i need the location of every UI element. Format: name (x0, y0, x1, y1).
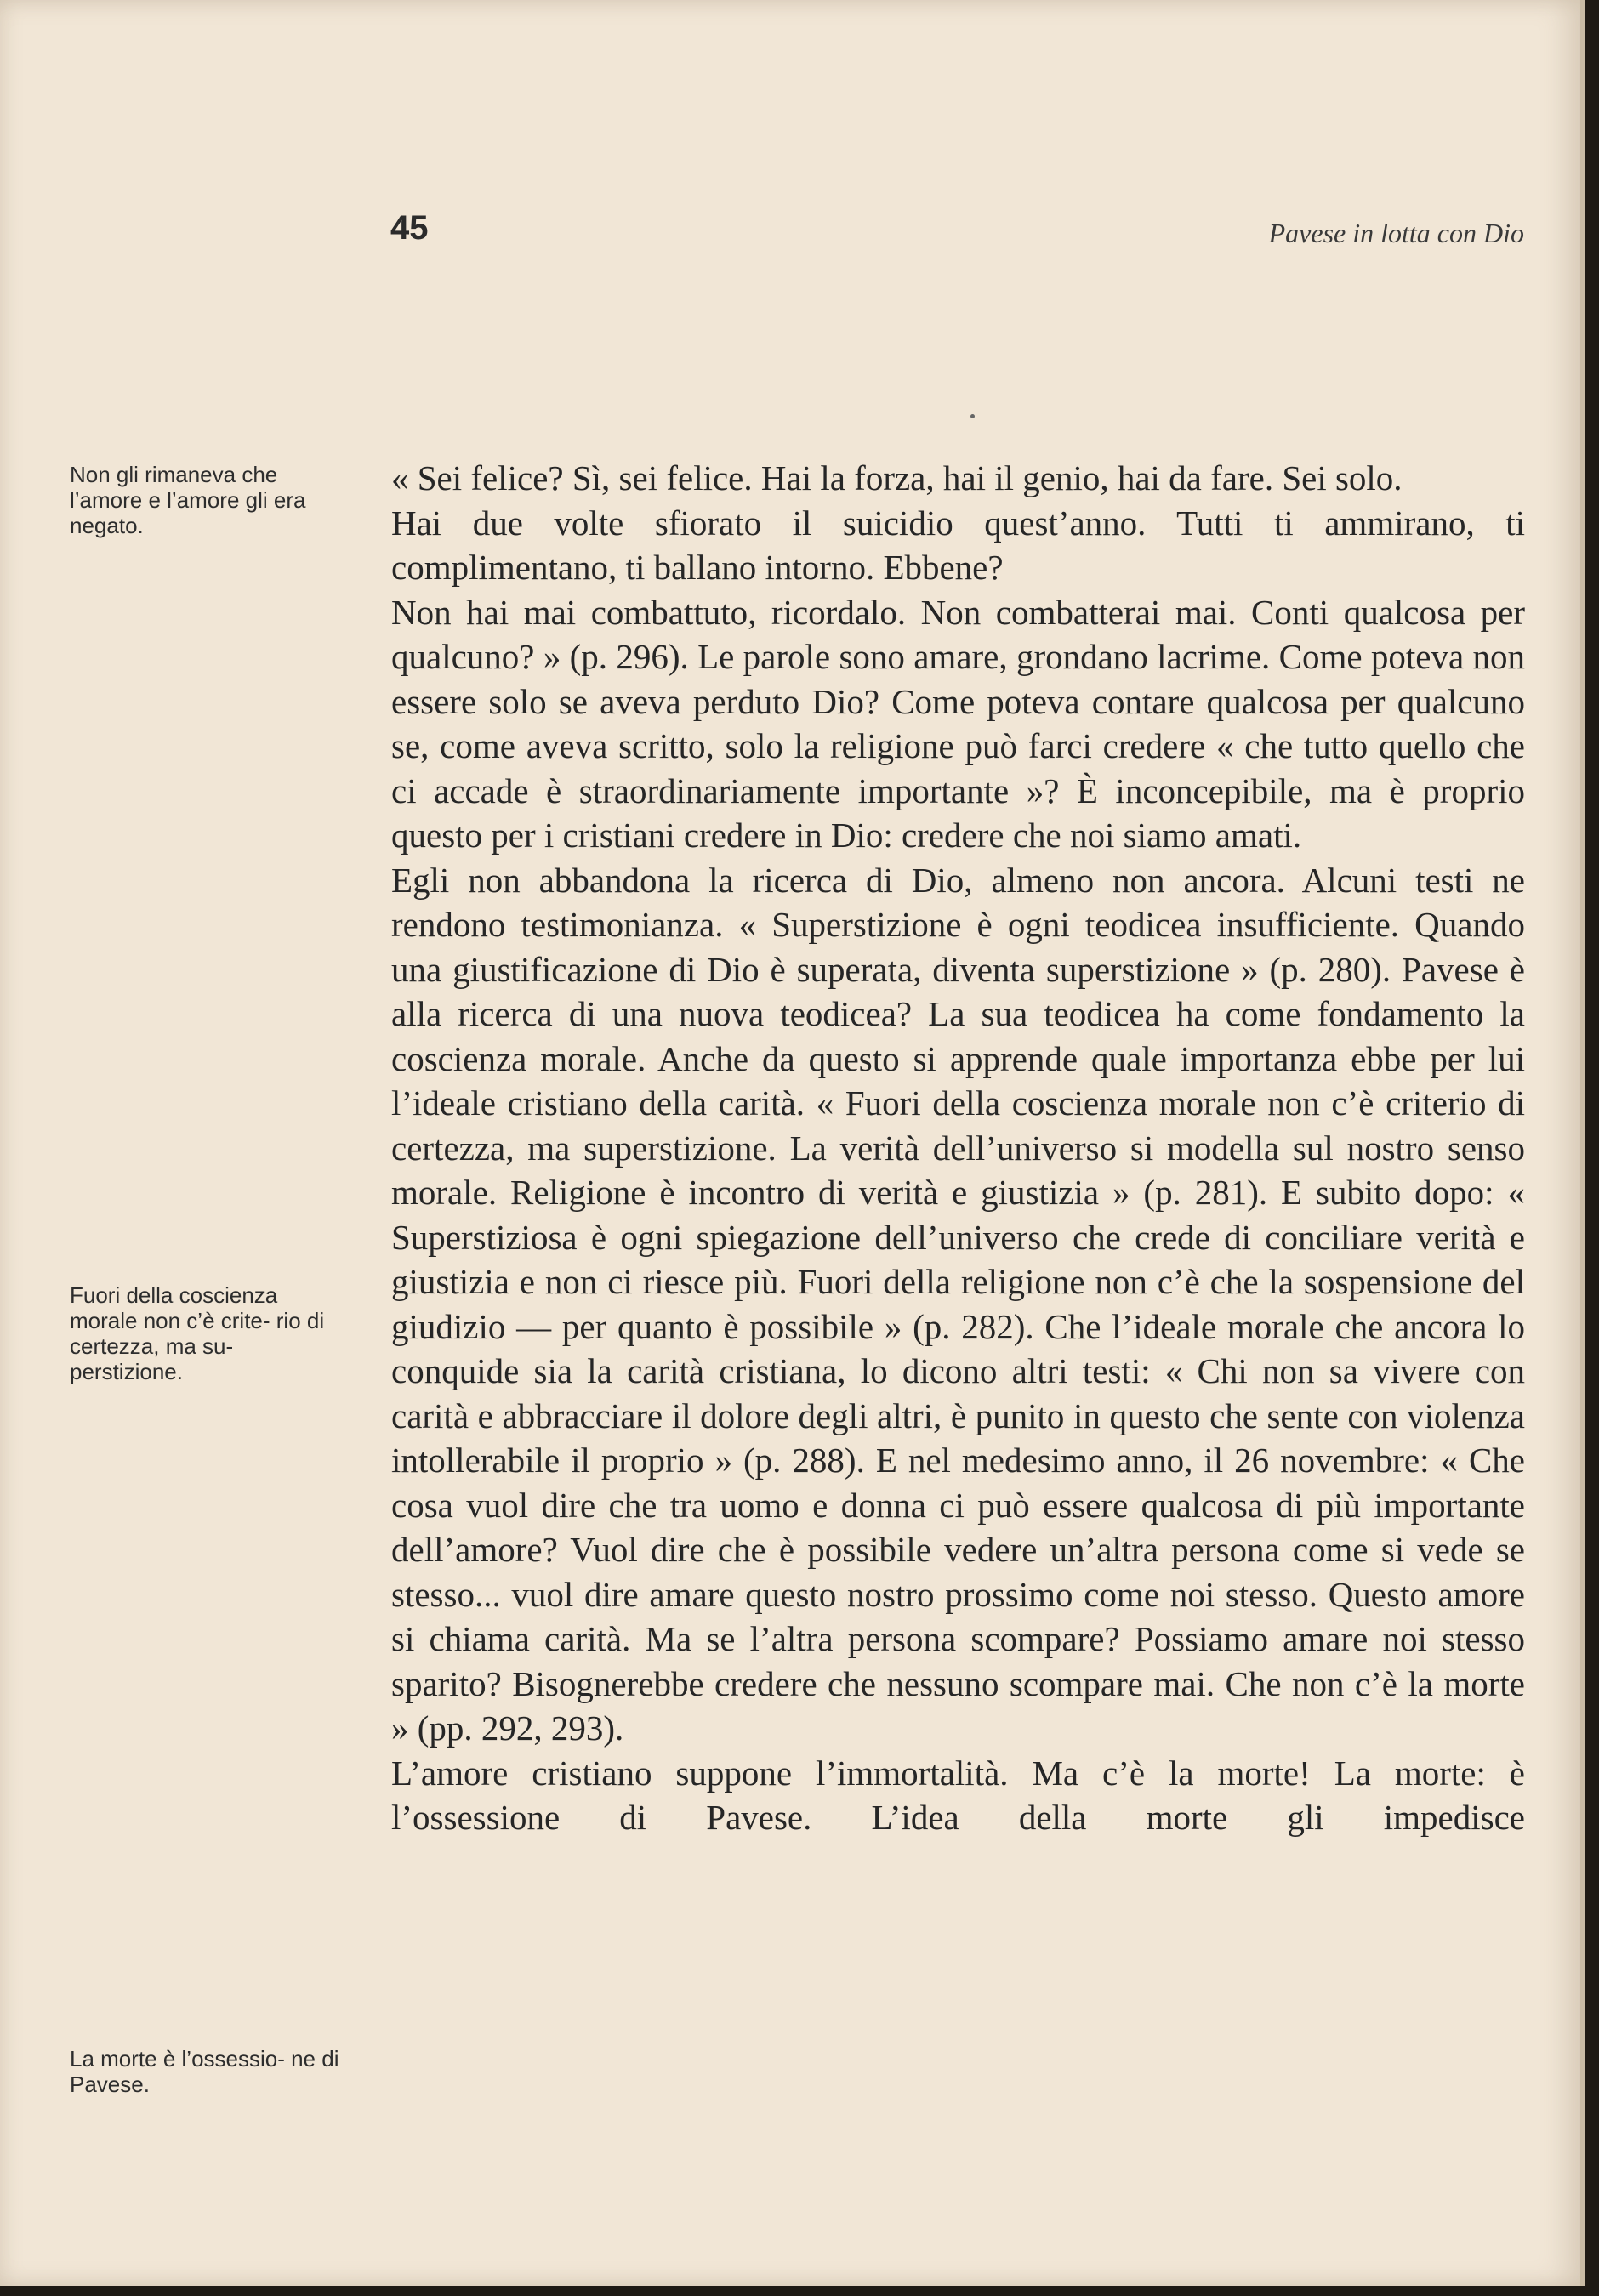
margin-note: La morte è l’ossessio- ne di Pavese. (70, 2046, 339, 2097)
paragraph: L’amore cristiano suppone l’immortalità. Ma c’è la morte! La morte: è l’ossessione di Pavese. L’idea della morte gli impedisce (391, 1753, 1525, 1837)
page-number: 45 (390, 209, 429, 247)
margin-note: Non gli rimaneva che l’amore e l’amore gli era negato. (70, 462, 306, 538)
paragraph: Non hai mai combattuto, ricordalo. Non combatterai mai. Conti qualcosa per qualcuno? » (p. 296). Le parole sono amare, grondano lacrime. Come poteva non essere solo se aveva perduto Dio? Come poteva contare qualcosa per qualcuno se, come aveva scritto, solo la religione può farci credere « che tutto quello che ci accade è straordinariamente importante »? È inconcepibile, ma è proprio questo per i cristiani credere in Dio: credere che noi siamo amati. (391, 592, 1525, 855)
paragraph: Egli non abbandona la ricerca di Dio, almeno non ancora. Alcuni testi ne rendono testimonianza. « Superstizione è ogni teodicea insufficiente. Quando una giustificazione di Dio è superata, diventa superstizione » (p. 280). Pavese è alla ricerca di una nuova teodicea? La sua teodicea ha come fondamento la coscienza morale. Anche da questo si apprende quale importanza ebbe per lui l’ideale cristiano della carità. « Fuori della coscienza morale non c’è criterio di certezza, ma superstizione. La verità dell’universo si modella sul nostro senso morale. Religione è incontro di verità e giustizia » (p. 281). E subito dopo: « Superstiziosa è ogni spiegazione dell’universo che crede di conciliare verità e giustizia e non ci riesce più. Fuori della religione non c’è che la sospensione del giudizio — per quanto è possibile » (p. 282). Che l’ideale morale che ancora lo conquide sia la carità cristiana, lo dicono altri testi: « Chi non sa vivere con carità e abbracciare il dolore degli altri, è punito in questo che sente con violenza intollerabile il proprio » (p. 288). E nel medesimo anno, il 26 novembre: « Che cosa vuol dire che tra uomo e donna ci può essere qualcosa di più importante dell’amore? Vuol dire che è possibile vedere un’altra persona come si vede se stesso... vuol dire amare questo nostro prossimo come noi stesso. Questo amore si chiama carità. Ma se l’altra persona scompare? Possiamo amare noi stesso sparito? Bisognerebbe credere che nessuno scompare mai. Che non c’è la morte » (pp. 292, 293). (391, 860, 1525, 1748)
ink-speck (970, 414, 975, 418)
body-text (391, 456, 1525, 1840)
running-title: Pavese in lotta con Dio (1268, 218, 1524, 248)
margin-note: Fuori della coscienza morale non c’è crite- rio di certezza, ma su- perstizione. (70, 1282, 325, 1384)
paragraph: « Sei felice? Sì, sei felice. Hai la forza, hai il genio, hai da fare. Sei solo. (391, 458, 1403, 497)
paragraph: Hai due volte sfiorato il suicidio quest’anno. Tutti ti ammirano, ti complimentano, ti ballano intorno. Ebbene? (391, 503, 1525, 587)
